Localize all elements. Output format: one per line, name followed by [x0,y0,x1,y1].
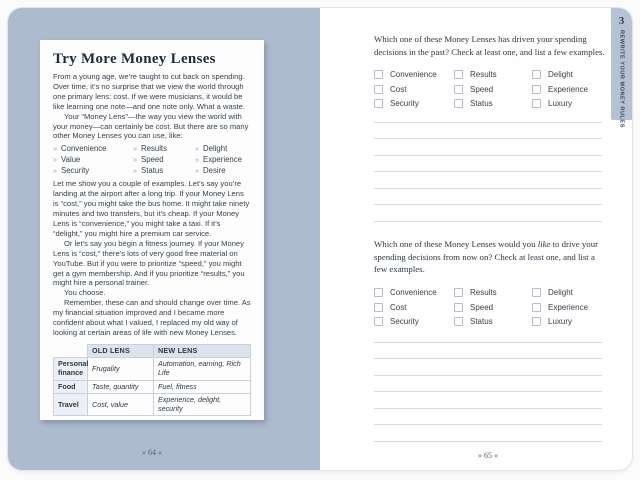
lens-item [133,143,195,154]
option-delight [532,70,608,80]
chevron-bullet-icon: » [195,155,199,165]
checkbox-label: Security [390,317,419,327]
writing-line[interactable] [374,326,602,343]
checkbox-label: Convenience [390,70,437,80]
writing-line[interactable] [374,123,602,140]
lens-comparison-table [53,344,251,417]
writing-line[interactable] [374,343,602,360]
writing-line[interactable] [374,156,602,173]
checkbox[interactable] [454,288,463,297]
new-lens-value: Experience, delight, security [154,394,251,416]
chevron-bullet-icon: » [133,155,137,165]
lens-label: Status [141,166,164,176]
lens-item [133,154,195,165]
checkbox-label: Status [470,317,493,327]
writing-lines-future [374,326,602,442]
options-grid-future [374,288,608,327]
checkbox[interactable] [374,70,383,79]
checkbox-label: Convenience [390,288,437,298]
lens-label: Security [61,166,90,176]
question-future-text: Which one of these Money Lenses would you [374,239,538,249]
lens-label: Desire [203,166,226,176]
row-label: Personal finance [54,358,88,380]
checkbox-label: Delight [548,70,573,80]
question-future-text: to drive your spending decisions from now on? Check at least one, and list a few examples. [374,239,599,274]
checkbox-label: Experience [548,84,589,94]
chevron-bullet-icon: » [133,166,137,176]
lens-item [133,165,195,176]
lens-list [53,143,251,176]
lens-label: Results [141,144,167,154]
checkbox-label: Cost [390,302,407,312]
writing-line[interactable] [374,139,602,156]
card-title: Try More Money Lenses [53,51,216,67]
option-cost [374,85,454,95]
lens-label: Value [61,155,81,165]
left-page [8,8,320,470]
paragraph-intro: From a young age, we’re taught to cut back on spending. Over time, it’s no surprise that we view the world through one primary lens: cost. If we were musicians, it would be like learning one note—and one note only. What a waste. [53,72,245,111]
row-label: Travel [54,394,88,416]
chevron-bullet-icon: » [195,144,199,154]
old-lens-value: Cost, value [88,394,154,416]
question-future [374,238,606,276]
table-row [54,380,251,394]
table-header-row [54,344,251,358]
question-past: Which one of these Money Lenses has driven your spending decisions in the past? Check at least one, and list a few examples. [374,34,605,57]
lens-label: Experience [203,155,243,165]
option-experience [532,85,608,95]
lens-label: Delight [203,144,228,154]
option-convenience [374,70,454,80]
new-lens-header: NEW LENS [154,344,251,358]
checkbox-label: Experience [548,302,589,312]
lens-item [195,165,251,176]
old-lens-value: Taste, quantity [88,380,154,394]
lens-item [53,154,133,165]
option-delight [532,288,608,298]
checkbox[interactable] [374,85,383,94]
checkbox[interactable] [532,85,541,94]
writing-line[interactable] [374,189,602,206]
table-row [54,358,251,380]
page-number-right: » 65 « [478,451,498,460]
writing-lines-past [374,106,602,222]
paragraph-money-lens: Your “Money Lens”—the way you view the world with your money—can certainly be cost. But there are so many other Money Lenses you can use, like: [53,111,249,141]
old-lens-header: OLD LENS [88,344,154,358]
writing-line[interactable] [374,359,602,376]
options-grid-past [374,70,608,109]
option-speed [454,85,532,95]
checkbox[interactable] [454,70,463,79]
checkbox-label: Luxury [548,317,573,327]
writing-line[interactable] [374,425,602,442]
chapter-title-vertical: REWRITE YOUR MONEY RULES [618,30,625,128]
new-lens-value: Fuel, fitness [154,380,251,394]
writing-line[interactable] [374,409,602,426]
table-corner-cell [54,344,88,358]
lens-item [53,165,133,176]
checkbox[interactable] [532,303,541,312]
checkbox[interactable] [374,317,383,326]
lens-label: Convenience [61,144,107,154]
checkbox-label: Results [470,70,497,80]
chevron-bullet-icon: » [195,166,199,176]
option-results [454,70,532,80]
writing-line[interactable] [374,172,602,189]
checkbox[interactable] [454,85,463,94]
lens-item [195,143,251,154]
option-speed [454,303,532,313]
checkbox-label: Speed [470,302,494,312]
checkbox-label: Luxury [548,99,573,109]
new-lens-value: Automation, earning, Rich Life [154,358,251,380]
row-label: Food [54,380,88,394]
writing-line[interactable] [374,106,602,123]
checkbox-label: Delight [548,288,573,298]
checkbox[interactable] [532,288,541,297]
writing-line[interactable] [374,392,602,409]
old-lens-value: Frugality [88,358,154,380]
option-results [454,288,532,298]
checkbox[interactable] [374,303,383,312]
checkbox[interactable] [532,317,541,326]
chevron-bullet-icon: » [133,144,137,154]
checkbox-label: Security [390,99,419,109]
checkbox-label: Cost [390,84,407,94]
lesson-card [40,40,264,420]
checkbox[interactable] [454,317,463,326]
checkbox[interactable] [374,288,383,297]
chapter-tab [611,8,632,128]
paragraph-you-choose: You choose. [64,288,106,298]
right-page [320,8,632,470]
option-cost [374,303,454,313]
chevron-bullet-icon: » [53,144,57,154]
writing-line[interactable] [374,205,602,222]
chapter-number: 3 [618,15,625,27]
paragraph-examples: Let me show you a couple of examples. Let’s say you’re landing at the airport after a long trip. If your Money Lens is “cost,” you might take the bus home. It might take ninety minutes and two transfers, but it’s cheap. If your Money Lens is “convenience,” you might take a taxi. If it’s “delight,” you might hire a premium car service. [53,179,250,238]
checkbox[interactable] [454,303,463,312]
writing-line[interactable] [374,376,602,393]
paragraph-remember: Remember, these can and should change over time. As my financial situation improved and I became more confident about what I valued, I replaced my old way of looking at certain areas of life with new Money Lenses. [53,298,251,337]
chevron-bullet-icon: » [53,166,57,176]
table-row [54,394,251,416]
chevron-bullet-icon: » [53,155,57,165]
checkbox-label: Status [470,99,493,109]
lens-item [53,143,133,154]
question-future-emphasis: like [537,239,551,249]
checkbox[interactable] [532,70,541,79]
lens-item [195,154,251,165]
page-number-left: » 64 « [142,448,162,457]
option-experience [532,303,608,313]
checkbox-label: Results [470,288,497,298]
option-convenience [374,288,454,298]
paragraph-fitness: Or let’s say you begin a fitness journey. If your Money Lens is “cost,” there’s lots of very good free material on YouTube. But if you were to prioritize “speed,” you might get a gym membership. And if you prioritize “results,” you might hire a personal trainer. [53,238,245,288]
checkbox-label: Speed [470,84,494,94]
lens-label: Speed [141,155,164,165]
open-book [8,8,632,470]
